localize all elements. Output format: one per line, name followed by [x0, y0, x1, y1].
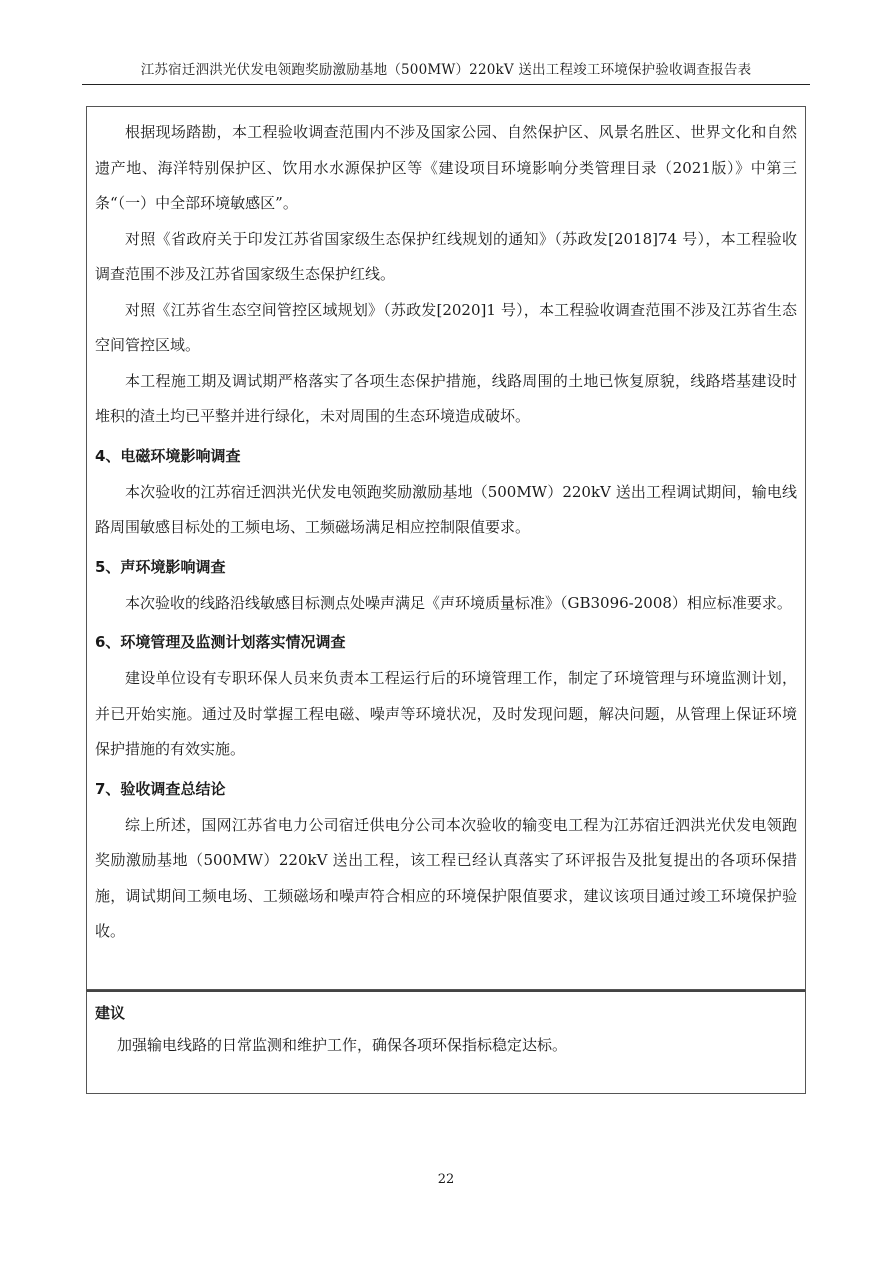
survey-content-box: [86, 106, 806, 990]
section-5-heading: 5、声环境影响调查: [95, 557, 226, 576]
intro-paragraph-3: 对照《江苏省生态空间管控区域规划》（苏政发[2020]1 号），本工程验收调查范围不涉及江苏省生态空间管控区域。: [95, 300, 797, 354]
section-4-paragraph: 本次验收的江苏宿迁泗洪光伏发电领跑奖励激励基地（500MW）220kV 送出工程调试期间，输电线路周围敏感目标处的工频电场、工频磁场满足相应控制限值要求。: [95, 482, 797, 536]
section-6-heading: 6、环境管理及监测计划落实情况调查: [95, 633, 346, 651]
intro-paragraph-4: 本工程施工期及调试期严格落实了各项生态保护措施，线路周围的土地已恢复原貌，线路塔基建设时堆积的渣土均已平整并进行绿化，未对周围的生态环境造成破坏。: [95, 371, 797, 425]
section-7-paragraph: 综上所述，国网江苏省电力公司宿迁供电分公司本次验收的输变电工程为江苏宿迁泗洪光伏发电领跑奖励激励基地（500MW）220kV 送出工程，该工程已经认真落实了环评报告及批复提出的各项环保措施，调试期间工频电场、工频磁场和噪声符合相应的环境保护限值要求，建议该项目通过竣工环境保护验收。: [95, 815, 797, 940]
suggestion-title: 建议: [95, 1004, 126, 1022]
section-6-paragraph: 建设单位设有专职环保人员来负责本工程运行后的环境管理工作，制定了环境管理与环境监测计划，并已开始实施。通过及时掌握工程电磁、噪声等环境状况，及时发现问题，解决问题，从管理上保证环境保护措施的有效实施。: [95, 669, 797, 758]
suggestion-box: [86, 990, 806, 1094]
page-number: 22: [437, 1172, 455, 1187]
section-5-paragraph: 本次验收的线路沿线敏感目标测点处噪声满足《声环境质量标准》（GB3096-2008）相应标准要求。: [125, 593, 792, 612]
section-4-heading: 4、电磁环境影响调查: [95, 446, 241, 465]
suggestion-text: 加强输电线路的日常监测和维护工作，确保各项环保指标稳定达标。: [117, 1036, 568, 1054]
intro-paragraph-1: 根据现场踏勘，本工程验收调查范围内不涉及国家公园、自然保护区、风景名胜区、世界文化和自然遗产地、海洋特别保护区、饮用水水源保护区等《建设项目环境影响分类管理目录（2021版）》中第三条“（一）中全部环境敏感区”。: [95, 123, 797, 212]
section-7-heading: 7、验收调查总结论: [95, 779, 226, 798]
page-header: 江苏宿迁泗洪光伏发电领跑奖励激励基地（500MW）220kV 送出工程竣工环境保护验收调查报告表: [82, 58, 810, 85]
intro-paragraph-2: 对照《省政府关于印发江苏省国家级生态保护红线规划的通知》（苏政发[2018]74 号），本工程验收调查范围不涉及江苏省国家级生态保护红线。: [95, 229, 797, 283]
